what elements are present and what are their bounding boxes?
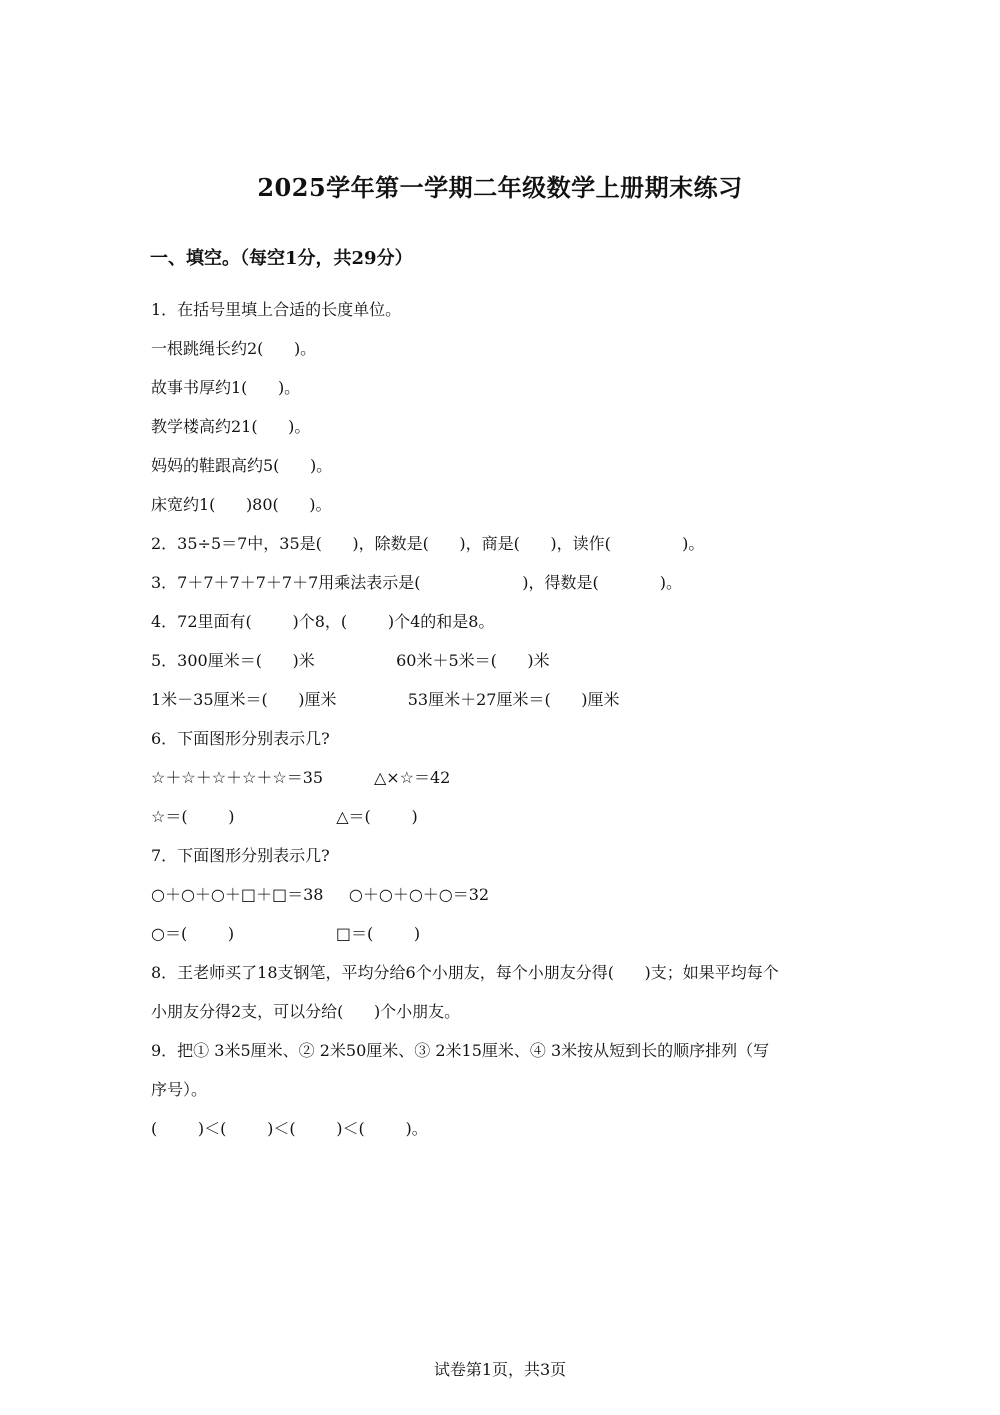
question-1-prompt: 1．在括号里填上合适的长度单位。 [151, 300, 402, 319]
question-9-line-1: 9．把① 3米5厘米、② 2米50厘米、③ 2米15厘米、④ 3米按从短到长的顺序排列（写 [151, 1041, 770, 1060]
question-1-item-building: 教学楼高约21( )。 [151, 417, 311, 436]
section-heading: 一、填空。（每空1分，共29分） [150, 248, 413, 269]
question-7-equations: ○＋○＋○＋□＋□＝38 ○＋○＋○＋○＝32 [151, 885, 490, 904]
question-1-item-bed: 床宽约1( )80( )。 [151, 495, 332, 514]
question-1-item-heel: 妈妈的鞋跟高约5( )。 [151, 456, 333, 475]
question-6-answers: ☆＝( ) △＝( ) [151, 807, 418, 826]
question-5-line-2: 1米－35厘米＝( )厘米 53厘米＋27厘米＝( )厘米 [151, 690, 620, 709]
question-6-prompt: 6．下面图形分别表示几? [151, 729, 330, 748]
question-7-prompt: 7．下面图形分别表示几? [151, 846, 330, 865]
question-3: 3．7＋7＋7＋7＋7＋7用乘法表示是( )，得数是( )。 [151, 573, 682, 592]
question-6-equations: ☆＋☆＋☆＋☆＋☆＝35 △×☆＝42 [151, 768, 451, 787]
question-1-item-rope: 一根跳绳长约2( )。 [151, 339, 317, 358]
question-5-line-1: 5．300厘米＝( )米 60米＋5米＝( )米 [151, 651, 550, 670]
question-2: 2．35÷5＝7中，35是( )，除数是( )，商是( )，读作( )。 [151, 534, 705, 553]
question-9-answer-blanks: ( )＜( )＜( )＜( )。 [151, 1119, 428, 1138]
question-8-line-2: 小朋友分得2支，可以分给( )个小朋友。 [151, 1002, 461, 1021]
question-9-line-2: 序号）。 [151, 1080, 208, 1099]
question-8-line-1: 8．王老师买了18支钢笔，平均分给6个小朋友，每个小朋友分得( )支；如果平均每个 [151, 963, 779, 982]
page-title: 2025学年第一学期二年级数学上册期末练习 [257, 173, 743, 202]
question-7-answers: ○＝( ) □＝( ) [151, 924, 421, 943]
question-4: 4．72里面有( )个8，( )个4的和是8。 [151, 612, 495, 631]
page-footer: 试卷第1页，共3页 [433, 1360, 567, 1379]
question-1-item-book: 故事书厚约1( )。 [151, 378, 301, 397]
